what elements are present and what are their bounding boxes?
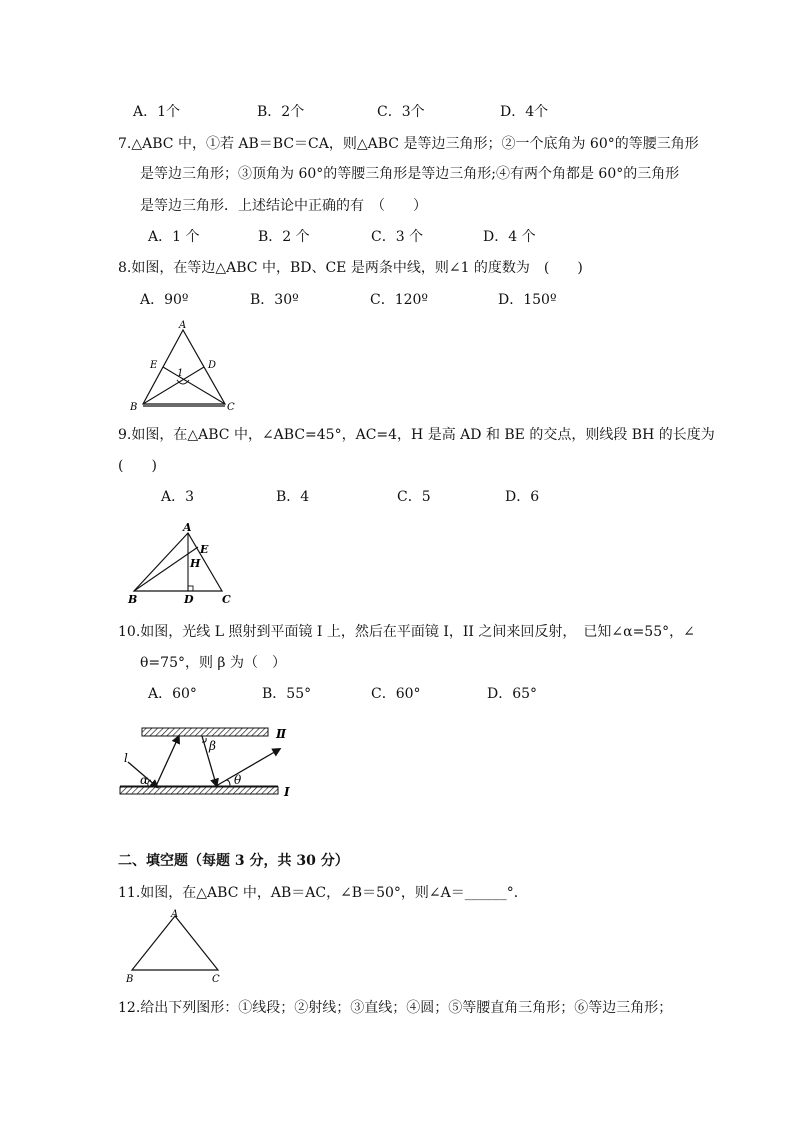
q9-label-a: A [183,521,192,534]
q8-option-d: D．150º [498,292,557,308]
q9-option-b: B．4 [276,489,310,505]
q11-label-c: C [212,974,220,985]
q10-label-beta: β [209,739,216,753]
q7-line-2: 是等边三角形；③顶角为 60°的等腰三角形是等边三角形;④有两个角都是 60°的三角形 [140,166,680,182]
q7-option-d: D．4 个 [483,229,536,245]
q9-figure [120,523,245,608]
q8-option-c: C．120º [370,292,429,308]
q10-label-alpha: α [140,773,149,787]
q8-label-e: E [150,360,158,371]
q8-angle-arc [177,380,189,384]
q8-option-b: B．30º [250,292,299,308]
q10-option-c: C．60° [371,686,421,702]
q9-line-1: 9.如图，在△ABC 中，∠ABC=45°，AC=4，H 是高 AD 和 BE 的交点，则线段 BH 的长度为 [118,427,715,443]
q8-stem: 8.如图，在等边△ABC 中，BD、CE 是两条中线，则∠1 的度数为 ( ) [118,260,583,276]
q10-label-mirror-1: I [284,785,290,799]
q10-mirror-1 [120,787,278,794]
q9-label-b: B [128,593,138,606]
q11-label-b: B [126,974,134,985]
q8-label-b: B [130,402,138,413]
q10-ray-2 [156,738,178,786]
q10-label-theta: θ [234,773,242,787]
q8-label-a: A [179,320,187,331]
q10-label-mirror-2: Ⅱ [276,727,287,741]
q9-label-e: E [200,543,209,556]
q10-figure [118,722,303,802]
q9-right-angle-d [188,586,193,591]
q8-figure [125,318,245,418]
q10-option-d: D．65° [487,686,538,702]
q9-option-d: D．6 [505,489,540,505]
q6-option-b: B．2个 [257,104,305,120]
q9-option-a: A．3 [161,489,195,505]
q9-label-d: D [184,593,194,606]
q8-option-a: A．90º [140,292,189,308]
q6-option-c: C．3个 [377,104,425,120]
q9-option-c: C．5 [397,489,431,505]
q10-line-1: 10.如图，光线 L 照射到平面镜 I 上，然后在平面镜 I，II 之间来回反射， 已知∠α=55°，∠ [118,624,695,640]
q7-option-a: A．1 个 [148,229,200,245]
q9-label-h: H [190,557,201,570]
q10-label-l: l [124,751,128,765]
q8-label-d: D [208,360,217,371]
q7-option-c: C．3 个 [371,229,424,245]
q10-option-a: A．60° [148,686,197,702]
q8-label-c: C [227,402,235,413]
section-2-title: 二、填空题（每题 3 分，共 30 分） [118,853,349,869]
q10-ray-5 [216,750,278,786]
q7-line-3: 是等边三角形．上述结论中正确的有 （ ） [140,198,427,214]
q12-stem: 12.给出下列图形：①线段；②射线；③直线；④圆；⑤等腰直角三角形；⑥等边三角形； [118,1000,673,1016]
q9-label-c: C [222,593,231,606]
q11-label-a: A [171,909,179,920]
q10-mirror-2 [142,728,268,736]
q6-option-a: A．1个 [133,104,181,120]
q11-triangle [132,916,218,970]
q10-option-b: B．55° [262,686,312,702]
q8-label-1: 1 [177,368,184,379]
q7-line-1: 7.△ABC 中，①若 AB＝BC＝CA，则△ABC 是等边三角形；②一个底角为 60°的等腰三角形 [118,136,699,152]
q7-option-b: B．2 个 [258,229,310,245]
q11-figure [120,908,230,986]
q6-option-d: D．4个 [500,104,549,120]
q9-line-2: ( ) [118,458,157,474]
q10-theta-arc [226,780,230,786]
q11-stem: 11.如图，在△ABC 中，AB＝AC，∠B＝50°，则∠A＝______°． [118,885,528,901]
q10-line-2: θ=75°，则 β 为（ ） [140,655,286,671]
